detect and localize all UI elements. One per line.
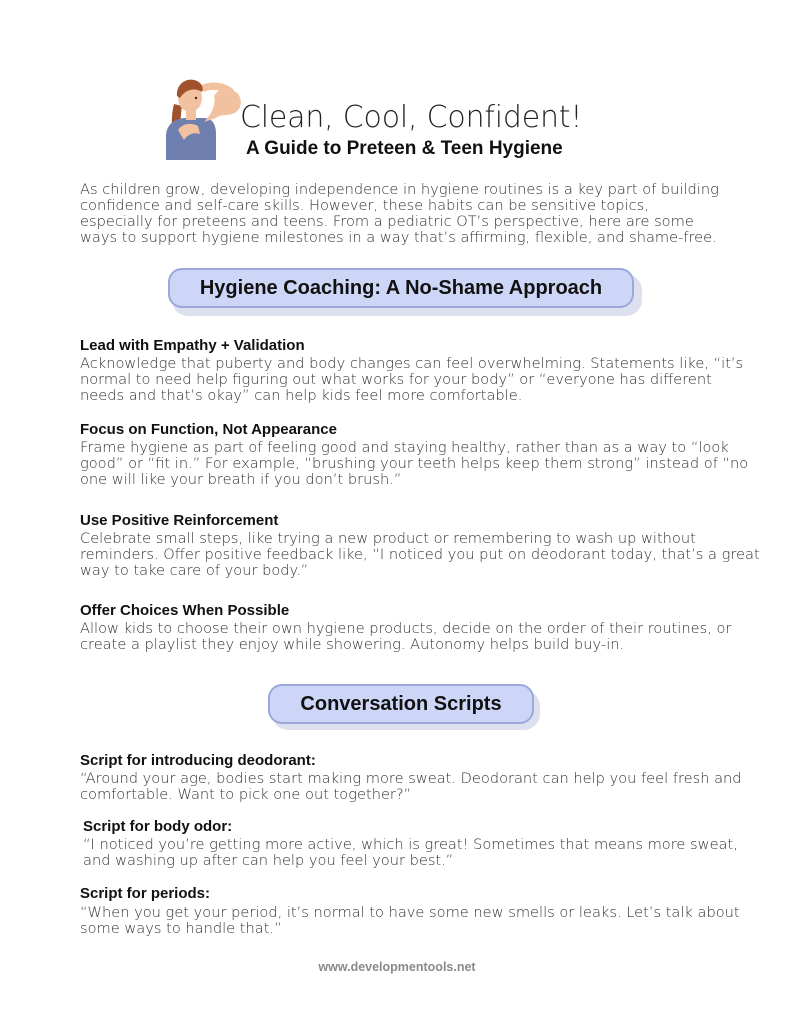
person-checking-underarm-icon <box>160 74 244 160</box>
page-title: Clean, Cool, Confident! <box>240 100 583 135</box>
script-body: “I noticed you’re getting more active, which is great! Sometimes that means more sweat, and washing up after can help you feel your best.” <box>83 836 738 869</box>
section-heading-text: Hygiene Coaching: A No-Shame Approach <box>199 276 603 299</box>
section-heading-coaching <box>168 268 642 316</box>
script-body: “When you get your period, it’s normal to have some new smells or leaks. Let’s talk about some ways to handle that.” <box>80 904 740 937</box>
item-title: Lead with Empathy + Validation <box>80 337 305 354</box>
item-body: Frame hygiene as part of feeling good and staying healthy, rather than as a way to “look good” or “fit in.” For example, “brushing your teeth helps keep them strong” instead of “no one will like your breath if you don’t brush.” <box>80 439 749 488</box>
section-heading-text: Conversation Scripts <box>300 692 502 715</box>
item-title: Offer Choices When Possible <box>80 602 290 619</box>
item-body: Allow kids to choose their own hygiene products, decide on the order of their routines, or create a playlist they enjoy while showering. Autonomy helps build buy-in. <box>80 620 732 653</box>
script-title: Script for body odor: <box>83 818 233 835</box>
script-title: Script for introducing deodorant: <box>80 752 316 769</box>
item-title: Focus on Function, Not Appearance <box>80 421 337 438</box>
intro-paragraph: As children grow, developing independence in hygiene routines is a key part of building confidence and self-care skills. However, these habits can be sensitive topics, especially for preteens and teens. From a pediatric OT’s perspective, here are some ways to support hygiene milestones in a way that’s affirming, flexible, and shame-free. <box>80 181 719 246</box>
footer-url: www.developmentools.net <box>318 960 476 974</box>
page-subtitle: A Guide to Preteen & Teen Hygiene <box>246 138 563 159</box>
item-body: Acknowledge that puberty and body changes can feel overwhelming. Statements like, “it’s normal to need help figuring out what works for your body” or “everyone has different needs and that’s okay” can help kids feel more comfortable. <box>80 355 744 404</box>
section-heading-scripts <box>268 684 540 730</box>
script-title: Script for periods: <box>80 885 211 902</box>
item-body: Celebrate small steps, like trying a new product or remembering to wash up without reminders. Offer positive feedback like, “I noticed you put on deodorant today, that’s a great way to take care of your body.” <box>80 530 760 579</box>
script-body: “Around your age, bodies start making more sweat. Deodorant can help you feel fresh and comfortable. Want to pick one out together?” <box>80 770 742 803</box>
item-title: Use Positive Reinforcement <box>80 512 279 529</box>
